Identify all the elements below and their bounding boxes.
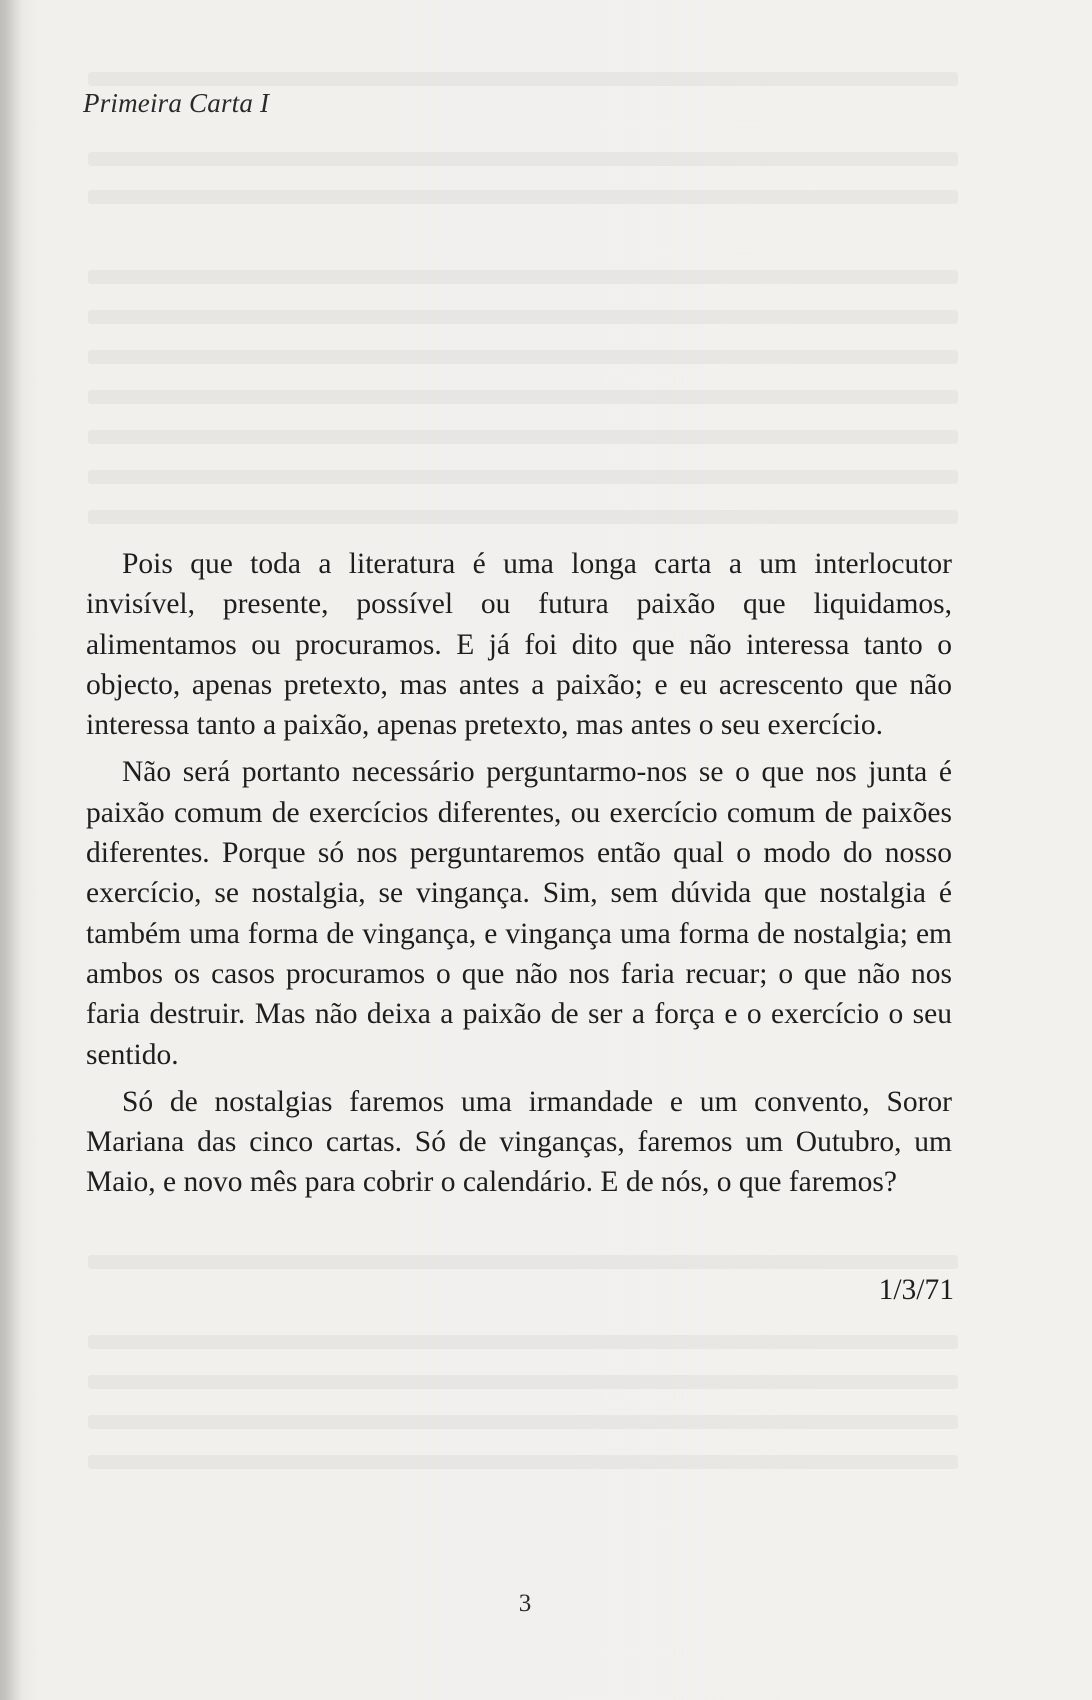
bleed-through (88, 270, 958, 284)
paragraph-2: Não será portanto necessário perguntarmo-nos se o que nos junta é paixão comum de exercícios diferentes, ou exercício comum de paixões diferentes. Porque só nos perguntaremos então qual o modo do nosso exercício, se nostalgia, se vingança. Sim, sem dúvida que nostalgia é também uma forma de vingança, e vingança uma forma de nostalgia; em ambos os casos procuramos o que não nos faria recuar; o que não nos faria destruir. Mas não deixa a paixão de ser a força e o exercício o seu sentido. (86, 756, 952, 1071)
paragraph-1: Pois que toda a literatura é uma longa carta a um interlocutor invisível, presente, possível ou futura paixão que liquidamos, alimentamos ou procuramos. E já foi dito que não interessa tanto o objecto, apenas pretexto, mas antes a paixão; e eu acrescento que não interessa tanto a paixão, apenas pretexto, mas antes o seu exercício. (86, 548, 952, 742)
bleed-through (88, 310, 958, 324)
bleed-through (88, 1255, 958, 1269)
bleed-through (88, 350, 958, 364)
bleed-through (88, 1375, 958, 1389)
bleed-through (88, 1335, 958, 1349)
bleed-through (88, 510, 958, 524)
page-number: 3 (518, 1590, 532, 1617)
bleed-through (88, 430, 958, 444)
gutter-shadow (0, 0, 22, 1700)
running-head: Primeira Carta I (83, 88, 270, 118)
bleed-through (88, 72, 958, 86)
bleed-through (88, 390, 958, 404)
bleed-through (88, 152, 958, 166)
bleed-through (88, 1455, 958, 1469)
bleed-through (88, 1415, 958, 1429)
bleed-through (88, 190, 958, 204)
letter-date: 1/3/71 (878, 1274, 954, 1306)
body-text (86, 544, 952, 1210)
bleed-through (88, 470, 958, 484)
paragraph-3: Só de nostalgias faremos uma irmandade e um convento, Soror Mariana das cinco cartas. Só de vinganças, faremos um Outubro, um Maio, e novo mês para cobrir o calendário. E de nós, o que faremos? (86, 1085, 952, 1199)
